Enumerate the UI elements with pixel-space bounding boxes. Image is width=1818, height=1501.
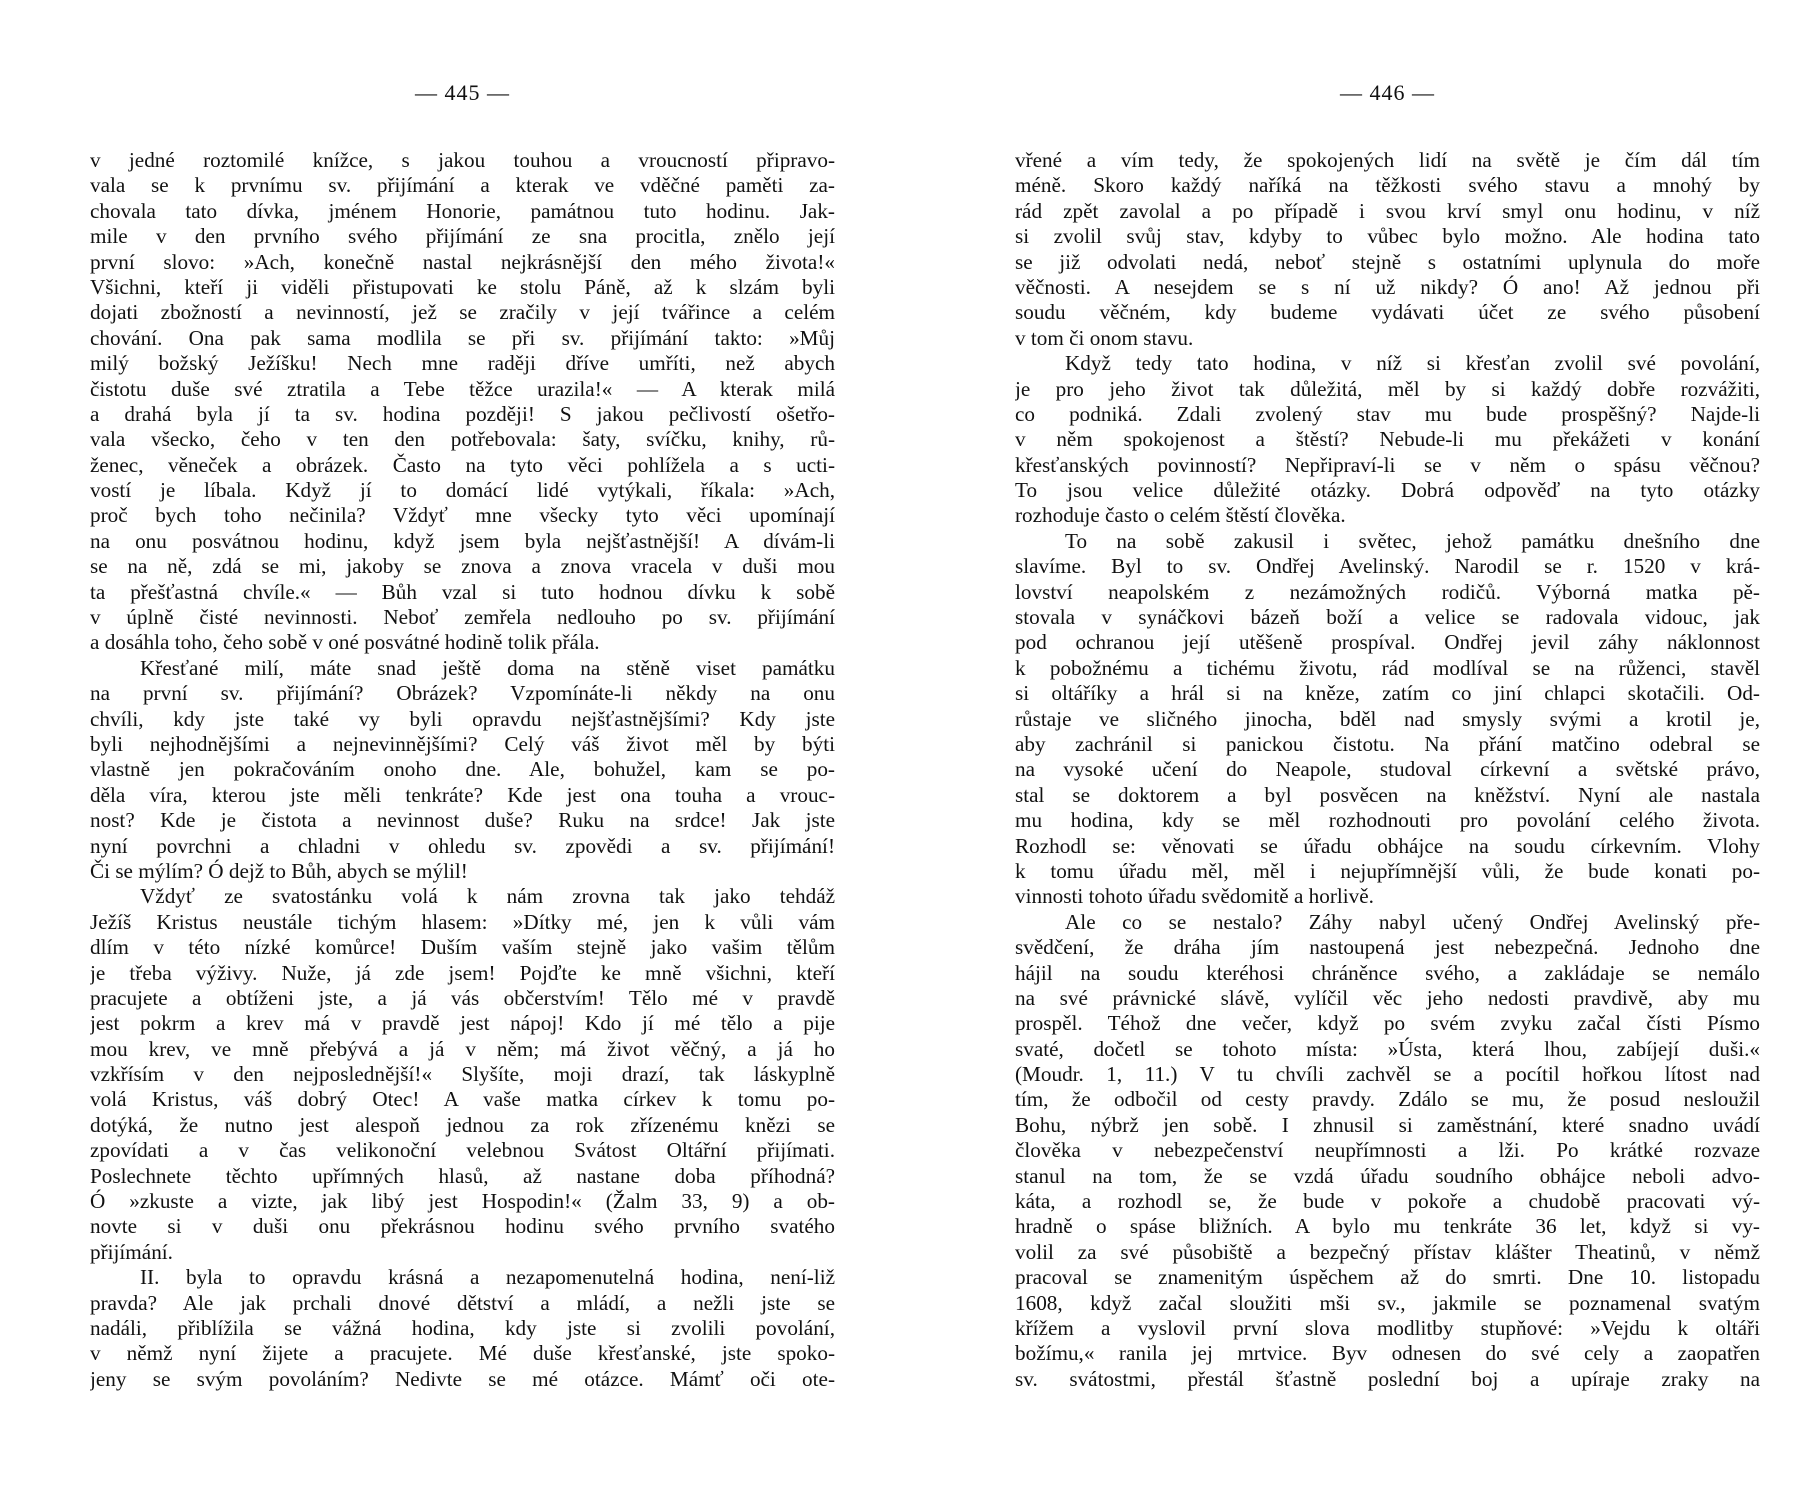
text-line: ženec, věneček a obrázek. Často na tyto věci pohlížela a s ucti-	[90, 452, 835, 477]
text-line: pod ochranou její utěšeně prospíval. Ondřej jevil záhy náklonnost	[1015, 630, 1760, 655]
text-line: stanul na tom, že se vzdá úřadu soudního obhájce neboli advo-	[1015, 1163, 1760, 1188]
text-line: 1608, když začal sloužiti mši sv., jakmile se poznamenal svatým	[1015, 1290, 1760, 1315]
text-line: soudu věčném, kdy budeme vydávati účet ze svého působení	[1015, 300, 1760, 325]
text-line: dotýká, že nutno jest alespoň jednou za rok zřízenému knězi se	[90, 1112, 835, 1137]
left-page	[90, 78, 835, 1392]
text-line: co podniká. Zdali zvolený stav mu bude prospěšný? Najde-li	[1015, 401, 1760, 426]
text-line: novte si v duši onu překrásnou hodinu svého prvního svatého	[90, 1214, 835, 1239]
text-line: aby zachránil si panickou čistotu. Na přání matčino odebral se	[1015, 731, 1760, 756]
text-line: křížem a vyslovil první slova modlitby stupňové: »Vejdu k oltáři	[1015, 1315, 1760, 1340]
text-line: byli nejhodnějšími a nejnevinnějšími? Celý váš život měl by býti	[90, 731, 835, 756]
text-line: jeny se svým povoláním? Nedivte se mé otázce. Mámť oči ote-	[90, 1366, 835, 1391]
text-line: je pro jeho život tak důležitá, měl by si každý dobře rozvážiti,	[1015, 376, 1760, 401]
text-line: mu hodina, kdy se měl rozhodnouti pro povolání celého života.	[1015, 808, 1760, 833]
text-line: svaté, dočetl se tohoto místa: »Ústa, která lhou, zabíjejí duši.«	[1015, 1036, 1760, 1061]
text-line: na první sv. přijímání? Obrázek? Vzpomínáte-li někdy na onu	[90, 681, 835, 706]
text-line: To na sobě zakusil i světec, jehož památku dnešního dne	[1065, 528, 1760, 553]
text-line: vřené a vím tedy, že spokojených lidí na světě je čím dál tím	[1015, 148, 1760, 172]
text-line: stovala v synáčkovi bázeň boží a velice se radovala vidouc, jak	[1015, 605, 1760, 630]
text-line: vinnosti tohoto úřadu svědomitě a horlivě.	[1015, 884, 1374, 909]
text-line: děla víra, kterou jste měli tenkráte? Kde jest ona touha a vrouc-	[90, 782, 835, 807]
text-line: Poslechnete těchto upřímných hlasů, až nastane doba příhodná?	[90, 1163, 835, 1188]
text-line: milý božský Ježíšku! Nech mne raději dříve umříti, než abych	[90, 351, 835, 376]
text-line: chovala tato dívka, jménem Honorie, památnou tuto hodinu. Jak-	[90, 198, 835, 223]
text-line: slavíme. Byl to sv. Ondřej Avelinský. Narodil se r. 1520 v krá-	[1015, 554, 1760, 579]
text-line: rád zpět zavolal a po případě i svou krví smyl onu hodinu, v níž	[1015, 198, 1760, 223]
text-line: a drahá byla jí ta sv. hodina později! S jakou pečlivostí ošetřo-	[90, 401, 835, 426]
text-line: první slovo: »Ach, konečně nastal nejkrásnější den mého života!«	[90, 249, 835, 274]
text-line: v úplně čisté nevinnosti. Neboť zemřela nedlouho po sv. přijímání	[90, 605, 835, 630]
text-line: Vždyť ze svatostánku volá k nám zrovna tak jako tehdáž	[140, 884, 835, 909]
text-line: pracujete a obtíženi jste, a já vás občerstvím! Tělo mé v pravdě	[90, 985, 835, 1010]
text-line: sv. svátostmi, přestál šťastně poslední boj a upíraje zraky na	[1015, 1366, 1760, 1391]
text-line: prospěl. Téhož dne večer, když po svém zvyku začal čísti Písmo	[1015, 1011, 1760, 1036]
text-line: pravda? Ale jak prchali dnové dětství a mládí, a nežli jste se	[90, 1290, 835, 1315]
text-line: v tom či onom stavu.	[1015, 325, 1194, 350]
text-line: vzkřísím v den nejposlednější!« Slyšíte, moji drazí, tak láskyplně	[90, 1062, 835, 1087]
text-line: hájil na soudu kteréhosi chráněnce svého, a zakládaje se nemálo	[1015, 960, 1760, 985]
text-line: vala se k prvnímu sv. přijímání a kterak ve vděčné paměti za-	[90, 173, 835, 198]
text-line: si zvolil svůj stav, kdyby to vůbec bylo možno. Ale hodina tato	[1015, 224, 1760, 249]
text-line: tím, že odbočil od cesty pravdy. Zdálo se mu, že posud nesloužil	[1015, 1087, 1760, 1112]
text-line: se na ně, zdá se mi, jakoby se znova a znova vracela v duši mou	[90, 554, 835, 579]
text-line: křesťanských povinností? Nepřipraví-li se v něm o spásu věčnou?	[1015, 452, 1760, 477]
text-line: Ó »zkuste a vizte, jak libý jest Hospodin!« (Žalm 33, 9) a ob-	[90, 1189, 835, 1214]
text-line: méně. Skoro každý naříká na těžkosti svého stavu a mnohý by	[1015, 173, 1760, 198]
text-line: na vysoké učení do Neapole, studoval církevní a světské právo,	[1015, 757, 1760, 782]
text-line: zpovídati a v čas velikonoční velebnou Svátost Oltářní přijímati.	[90, 1138, 835, 1163]
text-line: To jsou velice důležité otázky. Dobrá odpověď na tyto otázky	[1015, 478, 1760, 503]
text-line: ta přešťastná chvíle.« — Bůh vzal si tuto hodnou dívku k sobě	[90, 579, 835, 604]
text-line: vala všecko, čeho v ten den potřebovala: šaty, svíčku, knihy, rů-	[90, 427, 835, 452]
text-line: Když tedy tato hodina, v níž si křesťan zvolil své povolání,	[1065, 351, 1760, 376]
text-line: čistotu duše své ztratila a Tebe těžce urazila!« — A kterak milá	[90, 376, 835, 401]
text-line: rozhoduje často o celém štěstí člověka.	[1015, 503, 1346, 528]
text-line: proč bych toho nečinila? Vždyť mne všecky tyto věci upomínají	[90, 503, 835, 528]
text-line: II. byla to opravdu krásná a nezapomenutelná hodina, není-liž	[140, 1265, 835, 1290]
right-page	[1015, 78, 1760, 1392]
text-line: k pobožnému a tichému životu, rád modlíval se na růženci, stavěl	[1015, 655, 1760, 680]
text-line: Rozhodl se: věnovati se úřadu obhájce na soudu církevním. Vlohy	[1015, 833, 1760, 858]
text-line: na své právnické slávě, vylíčil věc jeho nedosti pravdivě, aby mu	[1015, 985, 1760, 1010]
text-line: hradně o spáse bližních. A bylo mu tenkráte 36 let, když si vy-	[1015, 1214, 1760, 1239]
text-line: volil za své působiště a bezpečný přístav klášter Theatinů, v němž	[1015, 1239, 1760, 1264]
text-line: nyní povrchni a chladni v ohledu sv. zpovědi a sv. přijímání!	[90, 833, 835, 858]
text-line: chování. Ona pak sama modlila se při sv. přijímání takto: »Můj	[90, 325, 835, 350]
text-line: Ale co se nestalo? Záhy nabyl učený Ondřej Avelinský pře-	[1065, 909, 1760, 934]
text-line: vostí je líbala. Když jí to domácí lidé vytýkali, říkala: »Ach,	[90, 478, 835, 503]
text-line: božímu,« ranila jej mrtvice. Byv odnesen do své cely a zaopatřen	[1015, 1341, 1760, 1366]
text-line: (Moudr. 1, 11.) V tu chvíli zachvěl se a pocítil hořkou lítost nad	[1015, 1062, 1760, 1087]
text-line: jest pokrm a krev má v pravdě jest nápoj! Kdo jí mé tělo a pije	[90, 1011, 835, 1036]
page-number: — 446 —	[1340, 80, 1435, 105]
text-line: svědčení, že dráha jím nastoupená jest nebezpečná. Jednoho dne	[1015, 935, 1760, 960]
text-line: věčnosti. A nesejdem se s ní už nikdy? Ó ano! Až jednou při	[1015, 274, 1760, 299]
text-line: přijímání.	[90, 1239, 173, 1264]
text-line: mile v den prvního svého přijímání ze sna procitla, znělo její	[90, 224, 835, 249]
text-line: Bohu, nýbrž jen sobě. I zhnusil si zaměstnání, které snadno uvádí	[1015, 1112, 1760, 1137]
text-line: Všichni, kteří ji viděli přistupovati ke stolu Páně, až k slzám byli	[90, 274, 835, 299]
text-line: nadáli, přiblížila se vážná hodina, kdy jste si zvolili povolání,	[90, 1315, 835, 1340]
text-line: růstaje ve sličného jinocha, bděl nad smysly svými a krotil je,	[1015, 706, 1760, 731]
text-line: lovství neapolském z nezámožných rodičů. Výborná matka pě-	[1015, 579, 1760, 604]
text-line: člověka v nebezpečenství neupřímnosti a lži. Po krátké rozvaze	[1015, 1138, 1760, 1163]
text-line: stal se doktorem a byl posvěcen na kněžství. Nyní ale nastala	[1015, 782, 1760, 807]
text-line: volá Kristus, váš dobrý Otec! A vaše matka církev k tomu po-	[90, 1087, 835, 1112]
page-body	[1015, 148, 1760, 1392]
text-line: Či se mýlím? Ó dejž to Bůh, abych se mýlil!	[90, 858, 468, 883]
text-line: k tomu úřadu měl, měl i nejupřímnější vůli, že bude konati po-	[1015, 858, 1760, 883]
text-line: v něm spokojenost a štěstí? Nebude-li mu překážeti v konání	[1015, 427, 1760, 452]
text-line: dojati zbožností a nevinností, jež se zračily v její tvářince a celém	[90, 300, 835, 325]
text-line: chvíli, kdy jste také vy byli opravdu nejšťastnějšími? Kdy jste	[90, 706, 835, 731]
text-line: na onu posvátnou hodinu, když jsem byla nejšťastnější! A dívám-li	[90, 528, 835, 553]
text-line: nost? Kde je čistota a nevinnost duše? Ruku na srdce! Jak jste	[90, 808, 835, 833]
text-line: Křesťané milí, máte snad ještě doma na stěně viset památku	[140, 655, 835, 680]
text-line: Ježíš Kristus neustále tichým hlasem: »Dítky mé, jen k vůli vám	[90, 909, 835, 934]
text-line: v němž nyní žijete a pracujete. Mé duše křesťanské, jste spoko-	[90, 1341, 835, 1366]
text-line: je třeba výživy. Nuže, já zde jsem! Pojďte ke mně všichni, kteří	[90, 960, 835, 985]
text-line: si oltáříky a hrál si na kněze, zatím co jiní chlapci skotačili. Od-	[1015, 681, 1760, 706]
page-body	[90, 148, 835, 1392]
text-line: se již odvolati nedá, neboť stejně s ostatními uplynula do moře	[1015, 249, 1760, 274]
text-line: mou krev, ve mně přebývá a já v něm; má život věčný, a já ho	[90, 1036, 835, 1061]
text-line: pracoval se znamenitým úspěchem až do smrti. Dne 10. listopadu	[1015, 1265, 1760, 1290]
text-line: v jedné roztomilé knížce, s jakou touhou a vroucností připravo-	[90, 148, 835, 172]
page-number: — 445 —	[415, 80, 510, 105]
text-line: a dosáhla toho, čeho sobě v oné posvátné hodině tolik přála.	[90, 630, 600, 655]
text-line: vlastně jen pokračováním onoho dne. Ale, bohužel, kam se po-	[90, 757, 835, 782]
text-line: dlím v této nízké komůrce! Duším vaším stejně jako vašim tělům	[90, 935, 835, 960]
text-line: káta, a rozhodl se, že bude v pokoře a chudobě pracovati vý-	[1015, 1189, 1760, 1214]
